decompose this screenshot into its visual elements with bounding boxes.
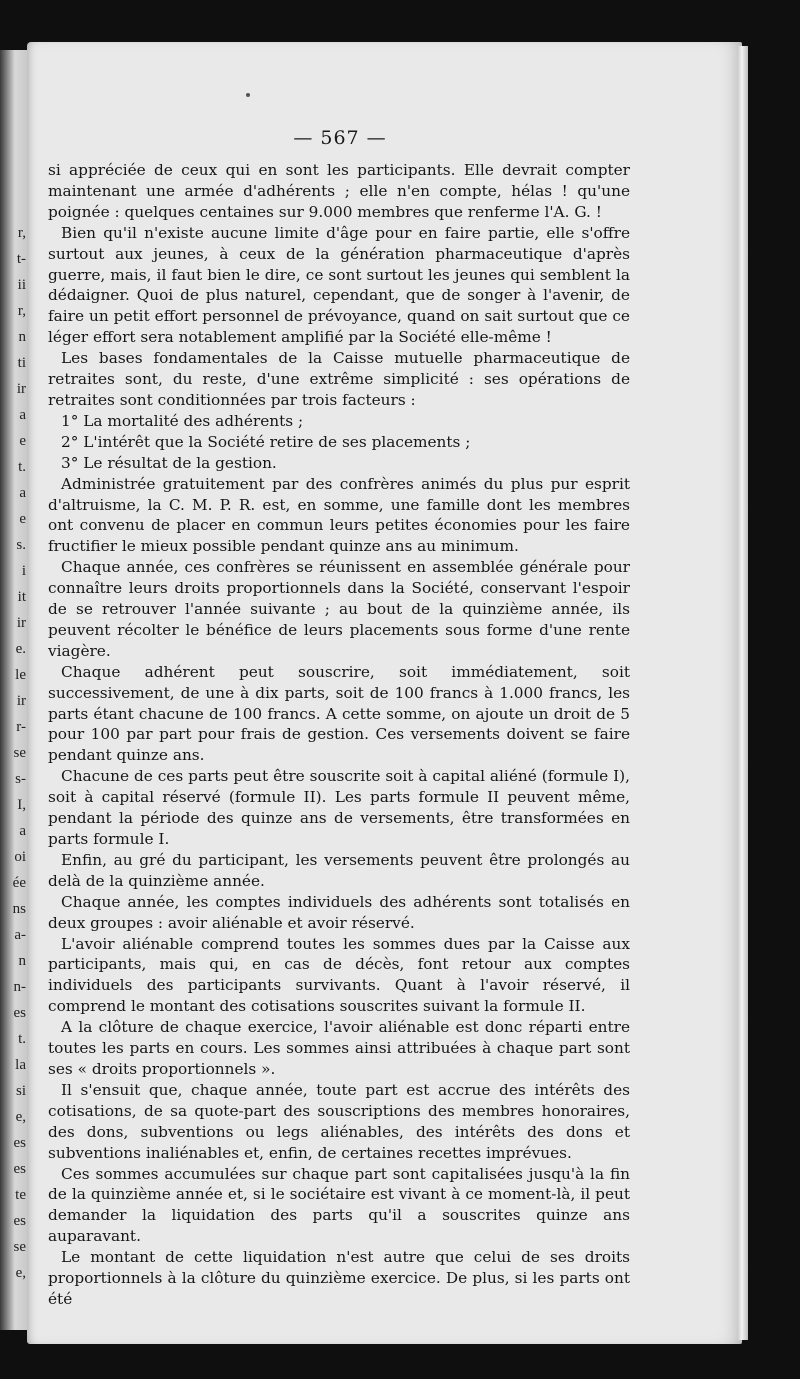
facing-page-fragment: r, [17, 303, 26, 319]
facing-page-fragment: n- [13, 979, 26, 995]
facing-page-fragment: es [13, 1213, 26, 1229]
facing-page-fragment: oi [14, 849, 26, 865]
paragraph: A la clôture de chaque exercice, l'avoir aliénable est donc réparti entre toutes les parts en cours. Les sommes ainsi attribuées à chaque part sont ses « droits proportionnels ». [48, 1018, 630, 1078]
paragraph: Le montant de cette liquidation n'est autre que celui de ses droits proportionnels à la clôture du quinzième exercice. De plus, si les parts ont été [48, 1248, 630, 1308]
facing-page-fragment: a [19, 407, 26, 423]
facing-page-text-fragments [2, 220, 26, 1286]
facing-page-fragment: la [15, 1057, 26, 1073]
facing-page-fragment: it [17, 589, 26, 605]
list-item: 3° Le résultat de la gestion. [61, 453, 277, 472]
paragraph: Les bases fondamentales de la Caisse mutuelle pharmaceutique de retraites sont, du reste, d'une extrême simplicité : ses opérations de retraites sont conditionnées par trois facteurs : [48, 349, 630, 409]
facing-page-fragment: ir [16, 381, 26, 397]
facing-page-fragment: si [15, 1083, 26, 1099]
paragraph: Chacune de ces parts peut être souscrite soit à capital aliéné (formule I), soit à capital réservé (formule II). Les parts formule II peuvent même, pendant la période des quinze ans de versements, être transformées en parts formule I. [48, 767, 630, 848]
paragraph: Enfin, au gré du participant, les versements peuvent être prolongés au delà de la quinzième année. [48, 850, 630, 890]
facing-page-fragment: r- [16, 719, 26, 735]
facing-page-fragment: n [18, 953, 26, 969]
body-text [48, 160, 630, 1310]
paragraph: Il s'ensuit que, chaque année, toute part est accrue des intérêts des cotisations, de sa quote-part des souscriptions des membres honoraires, des dons, subventions ou legs aliénables, des intérêts des dons et subventions inaliénables et, enfin, de certaines recettes imprévues. [48, 1080, 630, 1162]
facing-page-fragment: ir [16, 615, 26, 631]
facing-page-fragment: ti [17, 355, 26, 371]
facing-page-fragment: se [13, 1239, 26, 1255]
ink-speck [246, 93, 250, 97]
paragraph: Chaque adhérent peut souscrire, soit immédiatement, soit successivement, de une à dix parts, soit de 100 francs à 1.000 francs, les parts étant chacune de 100 francs. A cette somme, on ajoute un droit de 5 pour 100 par part pour frais de gestion. Ces versements doivent se faire pendant quinze ans. [48, 662, 630, 765]
facing-page-fragment: e [19, 433, 26, 449]
facing-page-fragment: ir [16, 693, 26, 709]
facing-page-fragment: es [13, 1161, 26, 1177]
facing-page-fragment: a [19, 823, 26, 839]
facing-page-fragment: t. [18, 1031, 26, 1047]
list-item: 2° L'intérêt que la Société retire de ses placements ; [61, 432, 471, 451]
facing-page-fragment: le [15, 667, 26, 683]
facing-page-edge [0, 50, 27, 1330]
facing-page-fragment: ns [12, 901, 26, 917]
facing-page-fragment: e, [15, 1109, 26, 1125]
facing-page-fragment: r, [17, 225, 26, 241]
paragraph: Administrée gratuitement par des confrères animés du plus pur esprit d'altruisme, la C. M. P. R. est, en somme, une famille dont les membres ont convenu de placer en commun leurs petites économies pour les faire fructifier le mieux possible pendant quinze ans au minimum. [48, 474, 630, 556]
facing-page-fragment: n [18, 329, 26, 345]
list-item: 1° La mortalité des adhérents ; [61, 411, 304, 430]
facing-page-fragment: s- [15, 771, 26, 787]
page-number: — 567 — [293, 127, 387, 149]
facing-page-fragment: ii [17, 277, 26, 293]
facing-page-fragment: e [19, 511, 26, 527]
paragraph: Bien qu'il n'existe aucune limite d'âge pour en faire partie, elle s'offre surtout aux jeunes, à ceux de la génération pharmaceutique d'après guerre, mais, il faut bien le dire, ce sont surtout les jeunes qui semblent la dédaigner. Quoi de plus naturel, cependant, que de songer à l'avenir, de faire un petit effort personnel de prévoyance, quand on sait surtout que ce léger effort sera notablement amplifié par la Société elle-même ! [48, 223, 630, 347]
facing-page-fragment: se [13, 745, 26, 761]
facing-page-fragment: t- [16, 251, 26, 267]
facing-page-fragment: i [21, 563, 26, 579]
facing-page-fragment: es [13, 1135, 26, 1151]
page-stack-edge [738, 46, 748, 1340]
paragraph: Chaque année, ces confrères se réunissent en assemblée générale pour connaître leurs droits proportionnels dans la Société, conservant l'espoir de se retrouver l'année suivante ; au bout de la quinzième année, ils peuvent récolter le bénéfice de leurs placements sous forme d'une rente viagère. [48, 558, 630, 660]
paragraph: Chaque année, les comptes individuels des adhérents sont totalisés en deux groupes : avoir aliénable et avoir réservé. [48, 892, 630, 932]
facing-page-fragment: te [15, 1187, 26, 1203]
paragraph: si appréciée de ceux qui en sont les participants. Elle devrait compter maintenant une armée d'adhérents ; elle n'en compte, hélas ! qu'une poignée : quelques centaines sur 9.000 membres que renferme l'A. G. ! [48, 161, 630, 221]
paragraph: Ces sommes accumulées sur chaque part sont capitalisées jusqu'à la fin de la quinzième année et, si le sociétaire est vivant à ce moment-là, il peut demander la liquidation des parts qu'il a souscrites quinze ans auparavant. [48, 1164, 630, 1246]
facing-page-fragment: ée [12, 875, 26, 891]
paragraph: L'avoir aliénable comprend toutes les sommes dues par la Caisse aux participants, mais qui, en cas de décès, font retour aux comptes individuels des participants survivants. Quant à l'avoir réservé, il comprend le montant des cotisations souscrites suivant la formule II. [48, 934, 630, 1016]
facing-page-fragment: s. [16, 537, 26, 553]
facing-page-fragment: e. [15, 641, 26, 657]
facing-page-fragment: a [19, 485, 26, 501]
facing-page-fragment: I, [17, 797, 26, 813]
facing-page-fragment: es [13, 1005, 26, 1021]
facing-page-fragment: t. [18, 459, 26, 475]
facing-page-fragment: e, [15, 1265, 26, 1281]
facing-page-fragment: a- [14, 927, 26, 943]
